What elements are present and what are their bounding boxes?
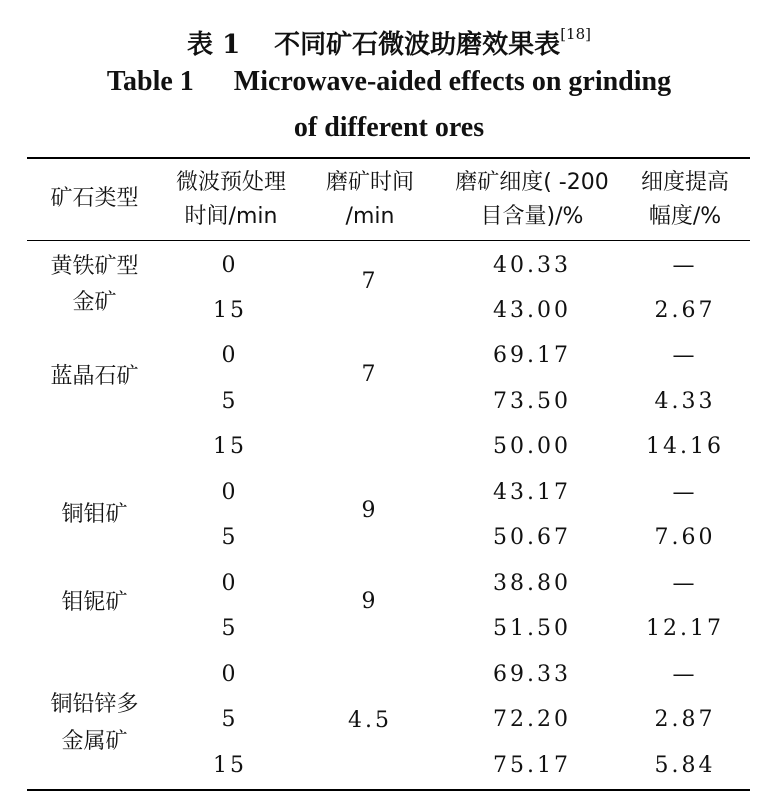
table-top-rule — [27, 157, 750, 159]
table-title-cn-text: 不同矿石微波助磨效果表 — [274, 30, 561, 60]
improvement-cell: — — [672, 571, 698, 596]
pretreat-time-cell: 0 — [221, 343, 239, 368]
header-grind-time-line1: 磨矿时间 — [325, 170, 414, 195]
grind-time-cell: 7 — [361, 269, 379, 294]
reference-marker: [18] — [560, 25, 591, 43]
grind-time-cell: 9 — [361, 589, 379, 614]
fineness-cell: 40.33 — [493, 253, 571, 278]
fineness-cell: 38.80 — [493, 571, 571, 596]
pretreat-time-cell: 5 — [221, 707, 239, 732]
table-title-en-text: Microwave-aided effects on grinding — [233, 66, 672, 97]
ore-type-cell: 铜钼矿 — [61, 502, 128, 527]
pretreat-time-cell: 5 — [221, 389, 239, 414]
header-improvement-line1: 细度提高 — [640, 170, 729, 195]
improvement-cell: 14.16 — [646, 434, 724, 459]
ore-type-cell: 蓝晶石矿 — [50, 364, 139, 389]
table-number-en: Table 1 — [106, 66, 194, 97]
ore-type-cell: 黄铁矿型 — [50, 254, 139, 279]
improvement-cell: 4.33 — [654, 389, 716, 414]
improvement-cell: 12.17 — [646, 616, 724, 641]
improvement-cell: — — [672, 480, 698, 505]
improvement-cell: 7.60 — [654, 525, 716, 550]
grind-time-cell: 7 — [361, 362, 379, 387]
fineness-cell: 50.00 — [493, 434, 571, 459]
pretreat-time-cell: 0 — [221, 662, 239, 687]
pretreat-time-cell: 5 — [221, 525, 239, 550]
table-header-rule — [27, 240, 750, 241]
improvement-cell: 5.84 — [654, 753, 716, 778]
fineness-cell: 43.00 — [493, 298, 571, 323]
pretreat-time-cell: 15 — [213, 434, 247, 459]
ore-type-cell: 金属矿 — [61, 729, 128, 754]
fineness-cell: 50.67 — [493, 525, 571, 550]
pretreat-time-cell: 15 — [213, 753, 247, 778]
fineness-cell: 69.17 — [493, 343, 571, 368]
ore-type-cell: 金矿 — [72, 290, 117, 315]
fineness-cell: 75.17 — [493, 753, 571, 778]
header-grind-time-line2: /min — [345, 204, 395, 229]
grind-time-cell: 9 — [361, 498, 379, 523]
fineness-cell: 72.20 — [493, 707, 571, 732]
header-fineness-line1: 磨矿细度( -200 — [455, 170, 609, 195]
header-pretreat-line2: 时间/min — [184, 204, 278, 229]
table-title-english-line1 — [0, 62, 778, 102]
pretreat-time-cell: 15 — [213, 298, 247, 323]
header-ore-type: 矿石类型 — [50, 186, 139, 211]
pretreat-time-cell: 0 — [221, 480, 239, 505]
table-title-chinese — [0, 14, 778, 65]
improvement-cell: — — [672, 253, 698, 278]
ore-type-cell: 铜铅锌多 — [50, 692, 139, 717]
fineness-cell: 43.17 — [493, 480, 571, 505]
table-title-english-line2: of different ores — [293, 112, 485, 143]
improvement-cell: — — [672, 662, 698, 687]
fineness-cell: 73.50 — [493, 389, 571, 414]
table-number-cn: 表 1 — [187, 30, 241, 60]
pretreat-time-cell: 5 — [221, 616, 239, 641]
header-fineness-line2: 目含量)/% — [480, 204, 584, 229]
header-pretreat-line1: 微波预处理 — [175, 170, 286, 195]
improvement-cell: 2.87 — [654, 707, 716, 732]
pretreat-time-cell: 0 — [221, 253, 239, 278]
fineness-cell: 69.33 — [493, 662, 571, 687]
improvement-cell: — — [672, 343, 698, 368]
ore-type-cell: 钼铌矿 — [61, 590, 128, 615]
grind-time-cell: 4.5 — [348, 708, 392, 733]
table-bottom-rule — [27, 789, 750, 791]
fineness-cell: 51.50 — [493, 616, 571, 641]
pretreat-time-cell: 0 — [221, 571, 239, 596]
header-improvement-line2: 幅度/% — [648, 204, 722, 229]
improvement-cell: 2.67 — [654, 298, 716, 323]
